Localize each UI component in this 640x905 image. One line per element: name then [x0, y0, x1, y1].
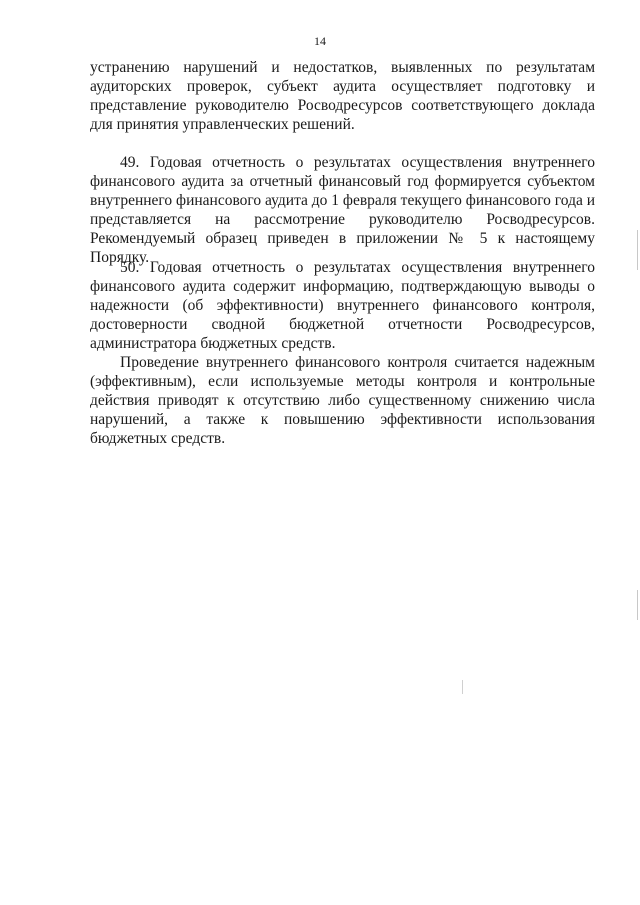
paragraph-text: устранению нарушений и недостатков, выявленных по результатам аудиторских проверок, субъект аудита осуществляет подготовку и представление руководителю Росводресурсов соответствующего доклада для принятия управленческих решений.: [90, 59, 595, 133]
scan-artifact: [462, 680, 463, 694]
paragraph-continuation: [90, 58, 595, 134]
scan-edge-mark: [637, 590, 638, 620]
paragraph-50: [90, 258, 595, 448]
paragraph-text: Проведение внутреннего финансового контроля считается надежным (эффективным), если используемые методы контроля и контрольные действия приводят к отсутствию либо существенному снижению числа нарушений, а также к повышению эффективности использования бюджетных средств.: [90, 354, 595, 447]
paragraph-49: [90, 153, 595, 267]
scan-edge-mark: [637, 230, 638, 270]
paragraph-text: 49. Годовая отчетность о результатах осуществления внутреннего финансового аудита за отчетный финансовый год формируется субъектом внутреннего финансового аудита до 1 февраля текущего финансового года и представляется на рассмотрение руководителю Росводресурсов. Рекомендуемый образец приведен в приложении № 5 к настоящему Порядку.: [90, 154, 595, 266]
page-number: 14: [314, 34, 326, 48]
paragraph-text: 50. Годовая отчетность о результатах осуществления внутреннего финансового аудита содержит информацию, подтверждающую выводы о надежности (об эффективности) внутреннего финансового контроля, достоверности сводной бюджетной отчетности Росводресурсов, администратора бюджетных средств.: [90, 259, 595, 352]
